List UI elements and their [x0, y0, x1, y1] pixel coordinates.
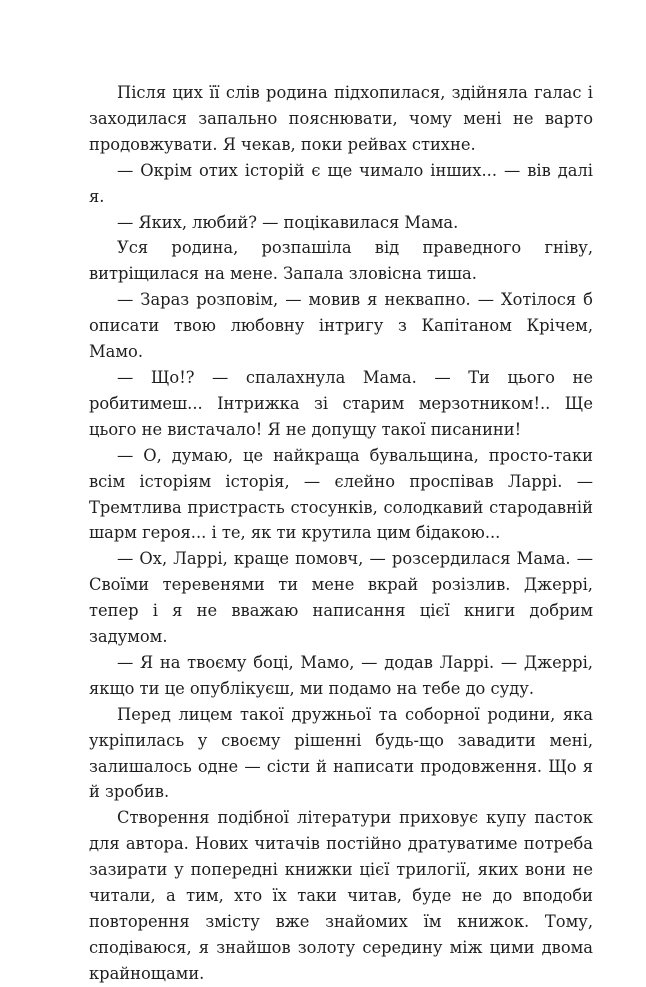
paragraph: — Окрім отих історій є ще чимало інших... — вів далі я. — [89, 160, 593, 206]
paragraph: Створення подібної літератури приховує купу пасток для автора. Нових читачів постійно дратуватиме потреба зазирати у попередні книжки цієї трилогії, яких вони не читали, а тим, хто їх таки читав, буде не до вподоби повторення змісту вже знайомих їм книжок. Тому, сподіваюся, я знайшов золоту середину між цими двома крайнощами. — [89, 808, 593, 983]
body-text — [89, 80, 593, 987]
paragraph: — Яких, любий? — поцікавилася Мама. — [117, 212, 459, 232]
paragraph: — Зараз розповім, — мовив я неквапно. — Хотілося б описати твою любовну інтригу з Капітаном Крічем, Мамо. — [89, 290, 593, 362]
paragraph: Перед лицем такої дружньої та соборної родини, яка укріпилась у своєму рішенні будь-що завадити мені, залишалось одне — сісти й написати продовження. Що я й зробив. — [89, 704, 593, 802]
paragraph: — Я на твоєму боці, Мамо, — додав Ларрі. — Джеррі, якщо ти це опублікуєш, ми подамо на тебе до суду. — [89, 652, 593, 698]
paragraph: — Що!? — спалахнула Мама. — Ти цього не робитимеш... Інтрижка зі старим мерзотником!.. Ще цього не вистачало! Я не допущу такої писанини! — [89, 367, 593, 439]
paragraph: Після цих її слів родина підхопилася, здійняла галас і заходилася запально пояснювати, чому мені не варто продовжувати. Я чекав, поки рейвах стихне. — [89, 83, 593, 154]
paragraph: — О, думаю, це найкраща бувальщина, просто-таки всім історіям історія, — єлейно проспівав Ларрі. — Тремтлива пристрасть стосунків, солодкавий стародавній шарм героя... і те, як ти крутила цим бідакою... — [89, 445, 593, 543]
paragraph: — Ох, Ларрі, краще помовч, — розсердилася Мама. — Своїми теревенями ти мене вкрай розізлив. Джеррі, тепер і я не вважаю написання цієї книги добрим задумом. — [89, 549, 593, 647]
paragraph: Уся родина, розпашіла від праведного гніву, витріщилася на мене. Запала зловісна тиша. — [89, 238, 593, 284]
